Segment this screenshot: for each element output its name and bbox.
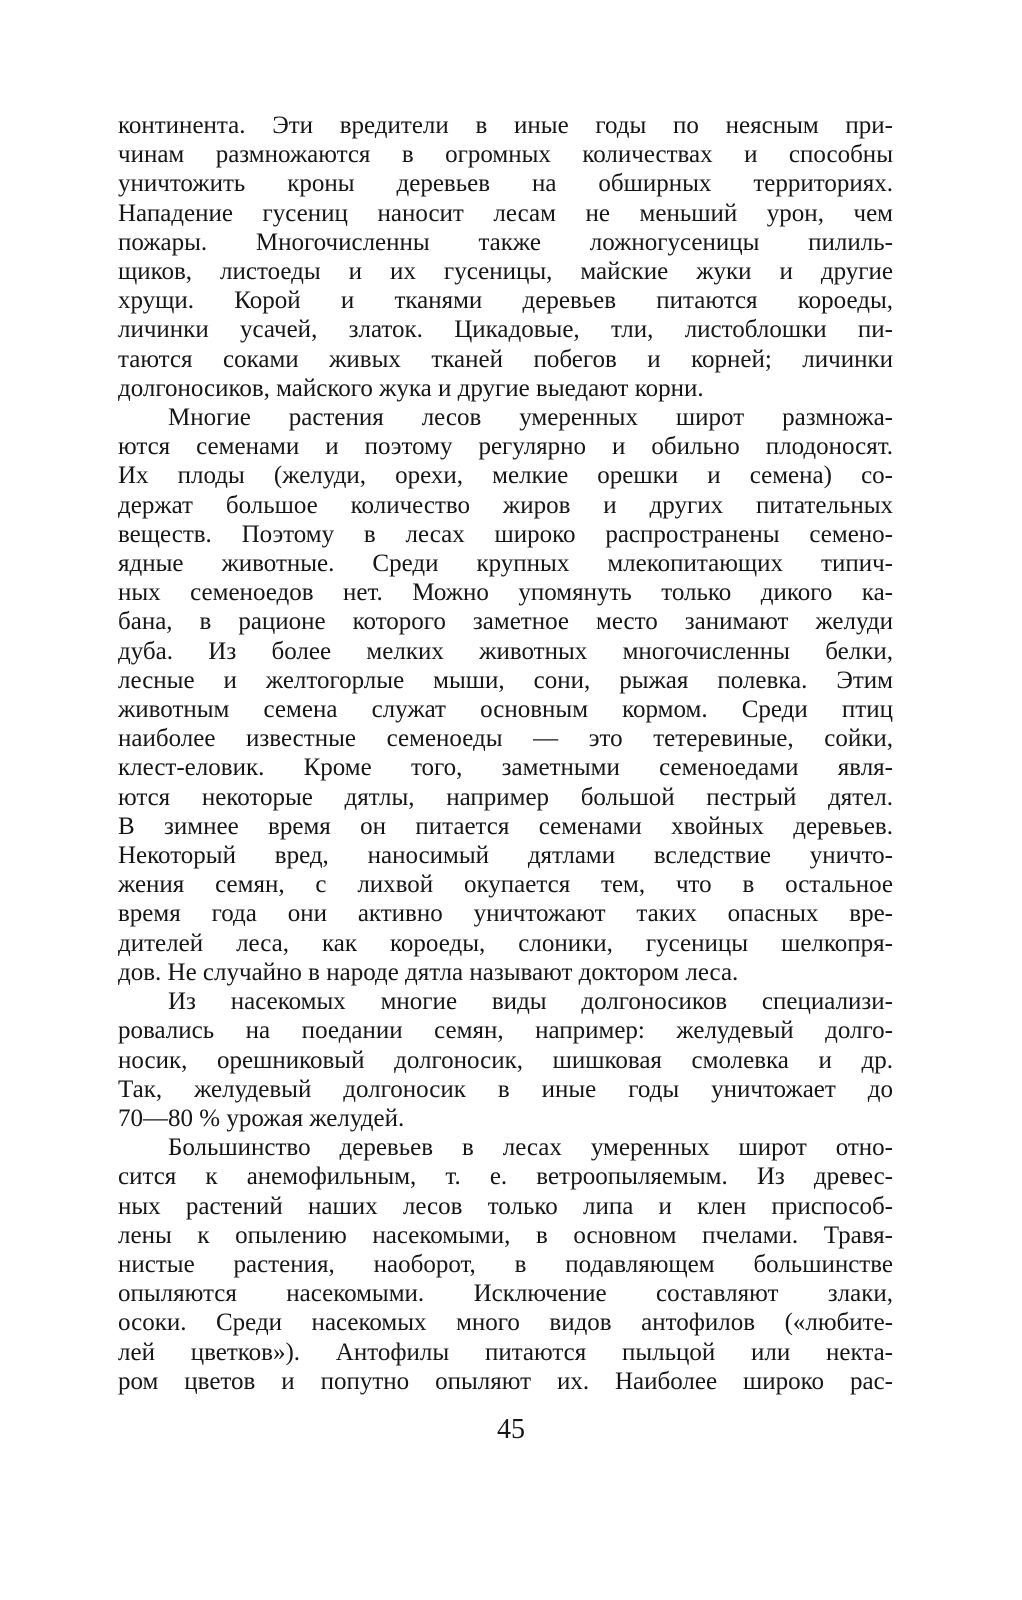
text-line: ядные животные. Среди крупных млекопитающих типич- [118, 550, 893, 578]
paragraph-1 [118, 111, 893, 403]
text-line: ются семенами и поэтому регулярно и обильно плодоносят. [118, 433, 893, 461]
text-line: животным семена служат основным кормом. Среди птиц [118, 696, 893, 724]
text-line: уничтожить кроны деревьев на обширных территориях. [118, 170, 893, 198]
text-line: личинки усачей, златок. Цикадовые, тли, листоблошки пи- [118, 316, 893, 344]
text-line: долгоносиков, майского жука и другие выедают корни. [118, 374, 704, 402]
paragraph-2 [118, 403, 893, 987]
text-line: дуба. Из более мелких животных многочисленны белки, [118, 637, 893, 665]
text-line: Так, желудевый долгоносик в иные годы уничтожает до [118, 1075, 893, 1103]
text-line: бана, в рационе которого заметное место занимают желуди [118, 608, 893, 636]
text-line: хрущи. Корой и тканями деревьев питаются короеды, [118, 287, 893, 315]
text-line: ровались на поедании семян, например: желудевый долго- [118, 1017, 893, 1045]
text-line: нистые растения, наоборот, в подавляющем большинстве [118, 1250, 893, 1278]
paragraph-3 [118, 987, 893, 1133]
text-line: дов. Не случайно в народе дятла называют доктором леса. [118, 958, 739, 986]
text-line: лены к опылению насекомыми, в основном пчелами. Травя- [118, 1221, 893, 1249]
text-line: носик, орешниковый долгоносик, шишковая смолевка и др. [118, 1046, 893, 1074]
paragraph-4 [118, 1133, 893, 1396]
text-line: опыляются насекомыми. Исключение составляют злаки, [118, 1280, 893, 1308]
text-line: континента. Эти вредители в иные годы по неясным при- [118, 112, 893, 139]
text-line: Их плоды (желуди, орехи, мелкие орешки и семена) со- [118, 462, 893, 490]
text-line: веществ. Поэтому в лесах широко распространены семено- [118, 520, 893, 548]
text-line: дителей леса, как короеды, слоники, гусеницы шелкопря- [118, 929, 893, 957]
text-line: время года они активно уничтожают таких опасных вре- [118, 900, 893, 928]
text-line: 70—80 % урожая желудей. [118, 1104, 405, 1132]
text-line: ных растений наших лесов только липа и клен приспособ- [118, 1192, 893, 1220]
text-line: ром цветов и попутно опыляют их. Наиболее широко рас- [118, 1367, 893, 1395]
text-line: сится к анемофильным, т. е. ветроопыляемым. Из древес- [118, 1163, 893, 1191]
text-line: чинам размножаются в огромных количествах и способны [118, 141, 893, 169]
text-line: клест-еловик. Кроме того, заметными семеноедами явля- [118, 754, 893, 782]
text-line: жения семян, с лихвой окупается тем, что в остальное [118, 871, 893, 899]
text-line: таются соками живых тканей побегов и корней; личинки [118, 345, 893, 373]
text-line: Нападение гусениц наносит лесам не меньший урон, чем [118, 199, 893, 227]
text-line: ных семеноедов нет. Можно упомянуть только дикого ка- [118, 579, 893, 607]
text-line: пожары. Многочисленны также ложногусеницы пилиль- [118, 228, 893, 256]
text-line: щиков, листоеды и их гусеницы, майские жуки и другие [118, 258, 893, 286]
text-line: Большинство деревьев в лесах умеренных широт отно- [168, 1134, 893, 1162]
body-text [118, 111, 893, 1396]
text-line: ются некоторые дятлы, например большой пестрый дятел. [118, 783, 893, 811]
text-line: В зимнее время он питается семенами хвойных деревьев. [118, 812, 893, 840]
text-line: Некоторый вред, наносимый дятлами вследствие уничто- [118, 842, 893, 870]
text-line: держат большое количество жиров и других питательных [118, 491, 893, 519]
text-line: наиболее известные семеноеды — это тетеревиные, сойки, [118, 725, 893, 753]
text-line: Многие растения лесов умеренных широт размножа- [168, 404, 893, 432]
text-line: лесные и желтогорлые мыши, сони, рыжая полевка. Этим [118, 666, 893, 694]
text-line: лей цветков»). Антофилы питаются пыльцой или некта- [118, 1338, 893, 1366]
text-line: Из насекомых многие виды долгоносиков специализи- [168, 988, 893, 1016]
page-number: 45 [497, 1414, 525, 1445]
text-line: осоки. Среди насекомых много видов антофилов («любите- [118, 1309, 893, 1337]
